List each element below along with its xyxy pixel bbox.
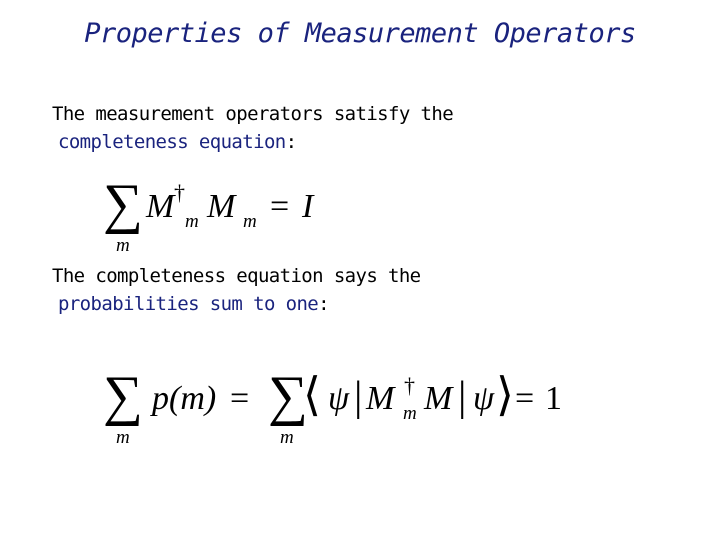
probability-intro-line1: The completeness equation says the <box>52 265 421 287</box>
dagger-symbol: † <box>174 180 185 205</box>
completeness-equation-term: completeness equation <box>58 131 286 153</box>
operator-M: M <box>207 188 236 225</box>
summation-symbol-1: ∑ <box>103 365 143 427</box>
M-subscript: m <box>243 211 257 232</box>
summation-index-2: m <box>280 427 294 448</box>
equals-sign-1: = <box>230 380 250 417</box>
slide-title: Properties of Measurement Operators <box>84 18 636 49</box>
left-angle-bracket: ⟨ <box>303 369 321 420</box>
psi-ket: ψ <box>473 380 495 417</box>
equals-sign: = <box>270 188 290 225</box>
dagger-symbol: † <box>404 373 415 398</box>
probabilities-sum-term: probabilities sum to one <box>58 293 319 315</box>
psi-bra: ψ <box>328 380 350 417</box>
vertical-bar-2: | <box>458 374 467 420</box>
completeness-intro-line1: The measurement operators satisfy the <box>52 103 454 125</box>
summation-symbol-2: ∑ <box>268 365 308 427</box>
identity-I: I <box>302 188 314 225</box>
equals-sign-2: = <box>515 380 535 417</box>
M-dagger-subscript: m <box>185 211 199 232</box>
summation-symbol: ∑ <box>103 173 143 235</box>
summation-index-1: m <box>116 427 130 448</box>
summation-index: m <box>116 235 130 256</box>
colon: : <box>318 293 329 315</box>
operator-M: M <box>424 380 453 417</box>
probability-p-m: p(m) <box>152 380 217 417</box>
colon: : <box>285 131 297 153</box>
vertical-bar-1: | <box>354 374 363 420</box>
operator-M-dagger: M <box>366 380 395 417</box>
operator-M-dagger: M <box>146 188 175 225</box>
right-angle-bracket: ⟩ <box>496 369 514 420</box>
value-one: 1 <box>545 380 562 417</box>
M-dagger-subscript: m <box>403 403 417 424</box>
